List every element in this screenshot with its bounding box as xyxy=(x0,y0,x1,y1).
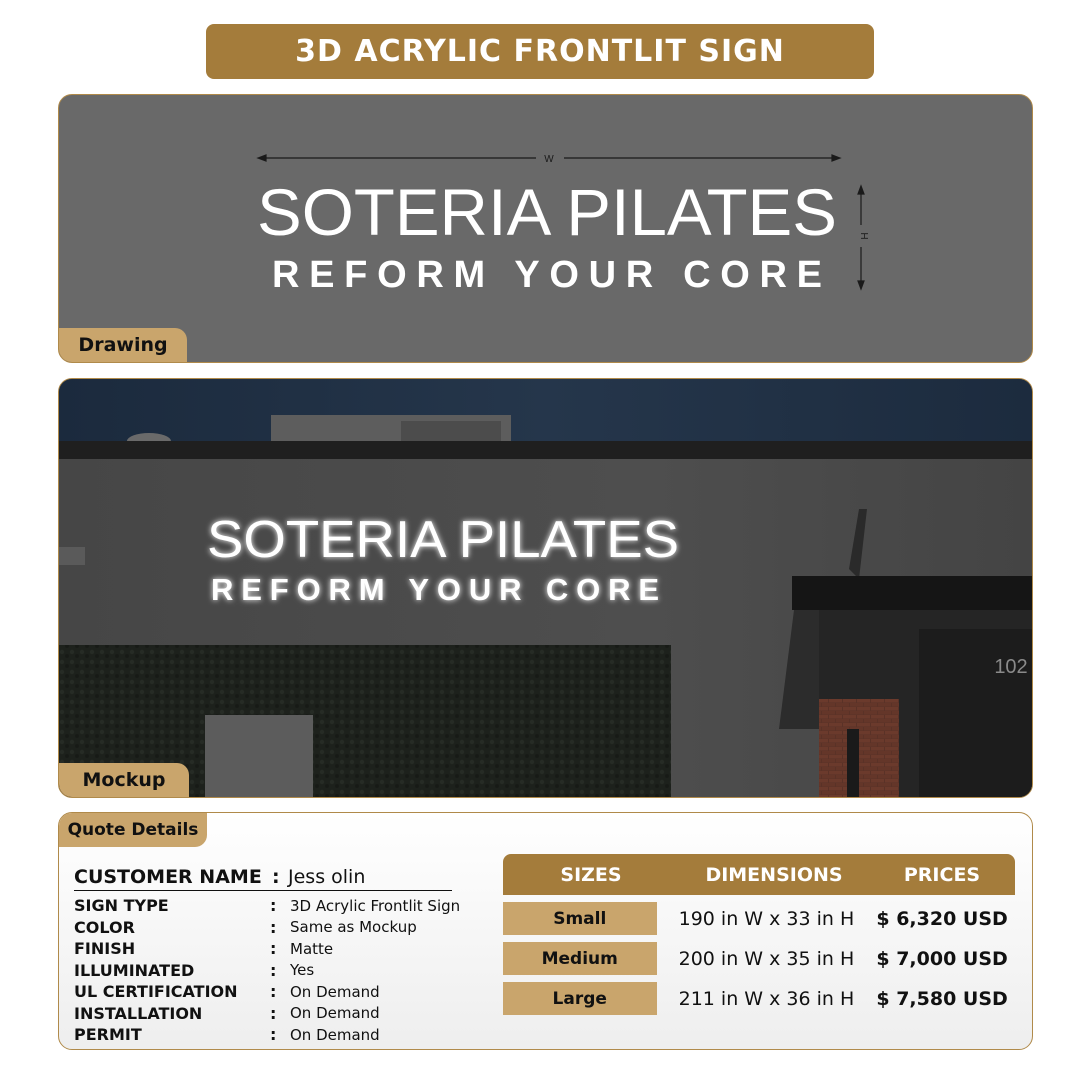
mockup-tab-label: Mockup xyxy=(82,769,166,791)
spec-colon: : xyxy=(270,982,277,1002)
mockup-tab xyxy=(59,763,189,797)
size-price-table xyxy=(503,854,1015,1015)
customer-name-row xyxy=(74,863,452,891)
header-prices: PRICES xyxy=(903,863,981,886)
spec-label: SIGN TYPE xyxy=(74,896,169,916)
table-row xyxy=(503,942,1015,975)
drawing-sign-line2: REFORM YOUR CORE xyxy=(272,254,822,296)
spec-row-sign-type xyxy=(74,895,494,917)
spec-list xyxy=(74,895,494,1046)
spec-label: ILLUMINATED xyxy=(74,960,195,980)
mockup-sign-line2: REFORM YOUR CORE xyxy=(211,572,659,607)
table-row xyxy=(503,902,1015,935)
address-number: 102 xyxy=(994,656,1028,678)
spec-colon: : xyxy=(270,939,277,959)
mockup-scene xyxy=(59,379,1033,798)
spec-colon: : xyxy=(270,960,277,980)
spec-value: On Demand xyxy=(290,1004,380,1023)
spec-row-color xyxy=(74,917,494,939)
mockup-sign-line1: SOTERIA PILATES xyxy=(207,511,679,569)
night-sky xyxy=(59,379,1033,449)
quote-details-tab-label: Quote Details xyxy=(67,820,199,840)
width-marker: W xyxy=(544,154,554,165)
size-name: Medium xyxy=(503,942,657,975)
table-row xyxy=(503,982,1015,1015)
size-name: Small xyxy=(503,902,657,935)
spec-colon: : xyxy=(270,1003,277,1023)
spec-value: Same as Mockup xyxy=(290,918,417,937)
sign-drawing xyxy=(59,95,1033,363)
spec-colon: : xyxy=(270,917,277,937)
spec-row-installation xyxy=(74,1003,494,1025)
spec-row-illuminated xyxy=(74,960,494,982)
roof-edge xyxy=(59,441,1033,459)
header-sizes: SIZES xyxy=(560,863,622,886)
quote-details-tab xyxy=(59,813,207,847)
drawing-tab xyxy=(59,328,187,362)
size-price: $ 6,320 USD xyxy=(876,907,1008,930)
size-name: Large xyxy=(503,982,657,1015)
spec-label: UL CERTIFICATION xyxy=(74,982,238,1002)
spec-label: COLOR xyxy=(74,917,135,937)
height-marker: H xyxy=(858,232,869,240)
spec-row-finish xyxy=(74,938,494,960)
mockup-sign xyxy=(207,511,679,607)
entrance-door xyxy=(919,629,1033,798)
size-dimensions: 211 in W x 36 in H xyxy=(678,987,855,1010)
size-table-header xyxy=(503,854,1015,895)
entrance-awning xyxy=(792,576,1033,610)
drawing-tab-label: Drawing xyxy=(78,334,168,356)
spec-value: Yes xyxy=(290,961,315,980)
size-price: $ 7,580 USD xyxy=(876,987,1008,1010)
spec-label: INSTALLATION xyxy=(74,1003,203,1023)
spec-colon: : xyxy=(270,896,277,916)
spec-row-permit xyxy=(74,1024,494,1046)
size-price: $ 7,000 USD xyxy=(876,947,1008,970)
customer-name-colon: : xyxy=(272,865,280,888)
spec-value: On Demand xyxy=(290,982,380,1001)
page-title-banner xyxy=(206,24,874,79)
spec-value: On Demand xyxy=(290,1025,380,1044)
drawing-sign-line1: SOTERIA PILATES xyxy=(257,175,837,249)
spec-colon: : xyxy=(270,1025,277,1045)
size-dimensions: 200 in W x 35 in H xyxy=(678,947,855,970)
page-title: 3D ACRYLIC FRONTLIT SIGN xyxy=(295,34,785,69)
spec-row-ul-certification xyxy=(74,981,494,1003)
mockup-panel xyxy=(58,378,1033,798)
size-dimensions: 190 in W x 33 in H xyxy=(678,907,855,930)
spec-label: FINISH xyxy=(74,939,136,959)
spec-value: Matte xyxy=(290,939,334,958)
wall-opening xyxy=(205,715,313,798)
customer-name-label: CUSTOMER NAME xyxy=(74,865,262,888)
customer-name-value: Jess olin xyxy=(288,865,366,888)
drawing-panel xyxy=(58,94,1033,363)
quote-details-panel xyxy=(58,812,1033,1050)
header-dimensions: DIMENSIONS xyxy=(705,863,843,886)
spec-value: 3D Acrylic Frontlit Sign xyxy=(290,896,461,915)
spec-label: PERMIT xyxy=(74,1025,142,1045)
